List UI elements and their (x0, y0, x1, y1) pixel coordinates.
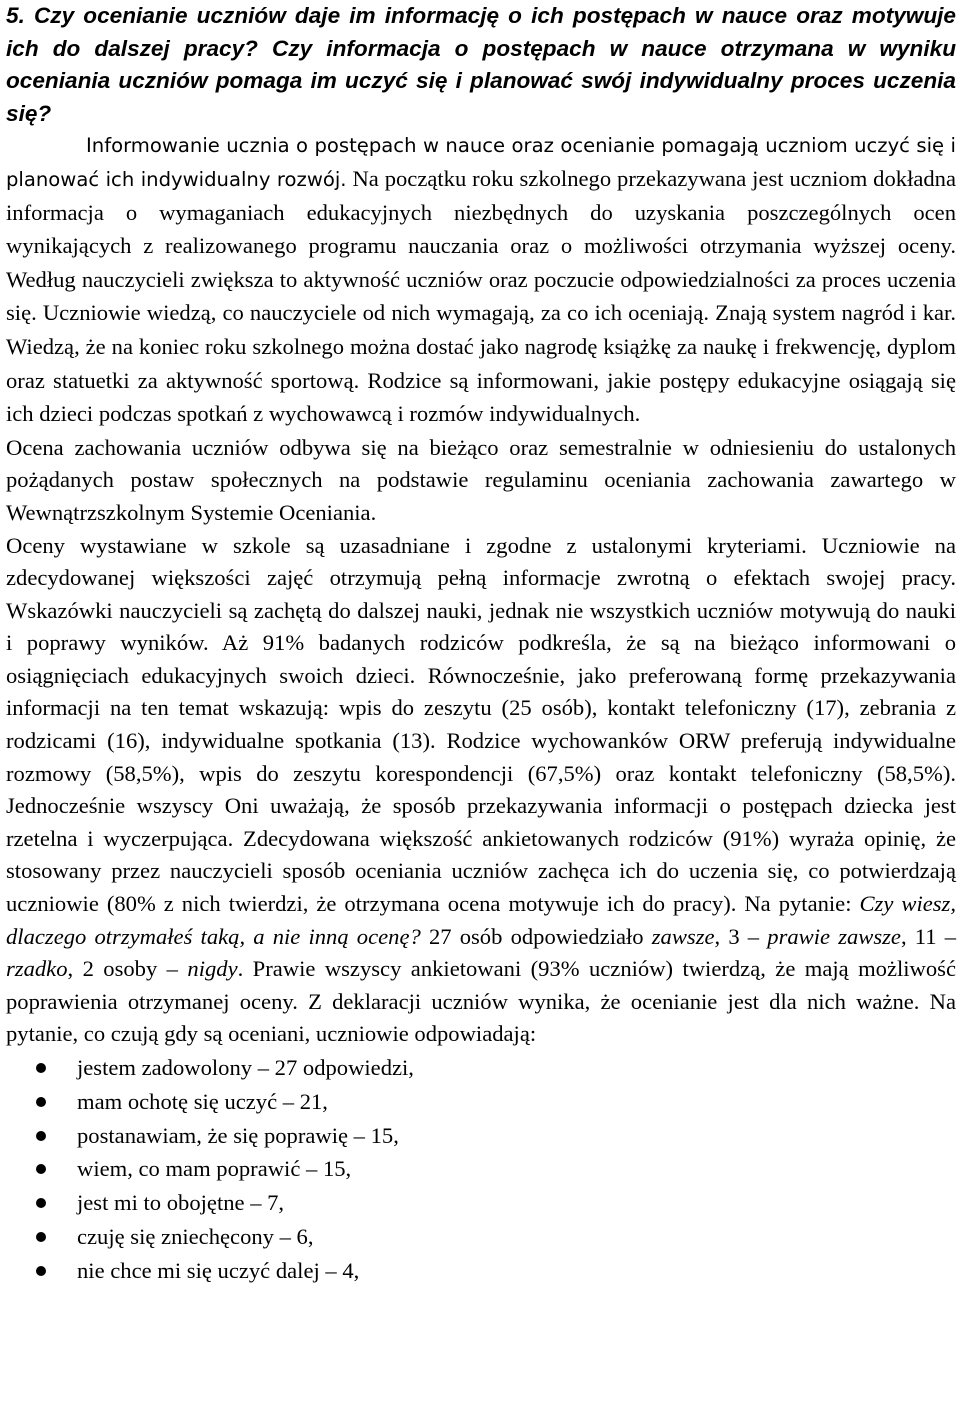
list-item-text: jestem zadowolony – 27 odpowiedzi, (77, 1055, 414, 1080)
intro-continuation: Na początku roku szkolnego przekazywana jest uczniom dokładna informacja o wymaganiach edukacyjnych niezbędnych do uzyskania poszczególnych ocen wynikających z realizowanego programu nauczania oraz o możliwości otrzymania wyższej oceny. Według nauczycieli zwiększa to aktywność uczniów oraz poczucie odpowiedzialności za proces uczenia się. Uczniowie wiedzą, co nauczyciele od nich wymagają, za co ich oceniają. Znają system nagród i kar. Wiedzą, że na koniec roku szkolnego można dostać jako nagrodę książkę za naukę i frekwencję, dyplom oraz statuetki za aktywność sportową. Rodzice są informowani, jakie postępy edukacyjne osiągają się ich dzieci podczas spotkań z wychowawcą i rozmów indywidualnych. (6, 165, 957, 427)
grading-text-b: 27 osób odpowiedziało (420, 923, 652, 949)
list-item (6, 1254, 956, 1288)
bullet-icon (36, 1198, 46, 1208)
list-item (6, 1152, 956, 1186)
bullet-icon (36, 1232, 46, 1242)
intro-paragraph (6, 130, 956, 431)
bullet-icon (36, 1097, 46, 1107)
list-item (6, 1220, 956, 1254)
grading-text-d: , 11 – (900, 923, 956, 949)
list-item-text: czuję się zniechęcony – 6, (77, 1223, 314, 1249)
grading-text-e: , 2 osoby – (67, 956, 188, 982)
list-item-text: jest mi to obojętne – 7, (77, 1190, 285, 1216)
list-item (6, 1186, 956, 1220)
list-item-text: postanawiam, że się poprawię – 15, (77, 1122, 399, 1148)
answer-option-almost-always: prawie zawsze (767, 923, 901, 949)
list-item (6, 1119, 956, 1153)
list-item-text: wiem, co mam poprawić – 15, (77, 1156, 352, 1182)
answer-option-always: zawsze (651, 923, 715, 949)
list-item-text: nie chce mi się uczyć dalej – 4, (77, 1257, 360, 1283)
grading-text-f: . Prawie wszyscy ankietowani (93% uczniów) twierdzą, że mają możliwość poprawienia otrzymanej oceny. Z deklaracji uczniów wynika, że ocenianie jest dla nich ważne. Na pytanie, co czują gdy są oceniani, uczniowie odpowiadają: (6, 956, 956, 1047)
student-answers-list (6, 1051, 956, 1288)
behavior-paragraph: Ocena zachowania uczniów odbywa się na bieżąco oraz semestralnie w odniesieniu do ustalonych pożądanych postaw społecznych na podstawie regulaminu oceniania zachowania zawartego w Wewnątrzszkolnym Systemie Oceniania. (6, 434, 956, 525)
bullet-icon (36, 1131, 46, 1141)
bullet-icon (36, 1063, 46, 1073)
answer-option-rarely: rzadko (6, 956, 68, 982)
grading-text-c: , 3 – (714, 923, 768, 949)
list-item (6, 1085, 956, 1119)
survey-question: Czy wiesz, dlaczego otrzymałeś taką, a nie inną ocenę? (6, 891, 956, 949)
list-item-text: mam ochotę się uczyć – 21, (77, 1088, 328, 1114)
grading-text-a: Oceny wystawiane w szkole są uzasadniane i zgodne z ustalonymi kryteriami. Uczniowie na zdecydowanej większości zajęć otrzymują pełną informacje zwrotną o efektach swojej pracy. Wskazówki nauczycieli są zachętą do dalszej nauki, jednak nie wszystkich uczniów motywują do nauki i poprawy wyników. Aż 91% badanych rodziców podkreśla, że są na bieżąco informowani o osiągnięciach edukacyjnych swoich dzieci. Równocześnie, jako preferowaną formę przekazywania informacji na ten temat wskazują: wpis do zeszytu (25 osób), kontakt telefoniczny (17), zebrania z rodzicami (16), indywidualne spotkania (13). Rodzice wychowanków ORW preferują indywidualne rozmowy (58,5%), wpis do zeszytu korespondencji (67,5%) oraz kontakt telefoniczny (58,5%). Jednocześnie wszyscy Oni uważają, że sposób przekazywania informacji o postępach dziecka jest rzetelna i wyczerpująca. Zdecydowana większość ankietowanych rodziców (91%) wyraża opinię, że stosowany przez nauczycieli sposób oceniania uczniów zachęca ich do uczenia się, co potwierdzają uczniowie (80% z nich twierdzi, że otrzymana ocena motywuje ich do pracy). Na pytanie: (6, 532, 956, 917)
grading-paragraph (6, 530, 956, 1052)
list-item (6, 1051, 956, 1085)
intro-sentence: Informowanie ucznia o postępach w nauce oraz ocenianie pomagają uczniom uczyć się i planować ich indywidualny rozwój. (6, 134, 956, 191)
section-heading: 5. Czy ocenianie uczniów daje im informację o ich postępach w nauce oraz motywuje ich do dalszej pracy? Czy informacja o postępach w nauce otrzymana w wyniku oceniania uczniów pomaga im uczyć się i planować swój indywidualny proces uczenia się? (6, 3, 956, 126)
document-page (6, 0, 956, 1288)
bullet-icon (36, 1266, 46, 1276)
bullet-icon (36, 1164, 46, 1174)
answer-option-never: nigdy (187, 956, 238, 982)
